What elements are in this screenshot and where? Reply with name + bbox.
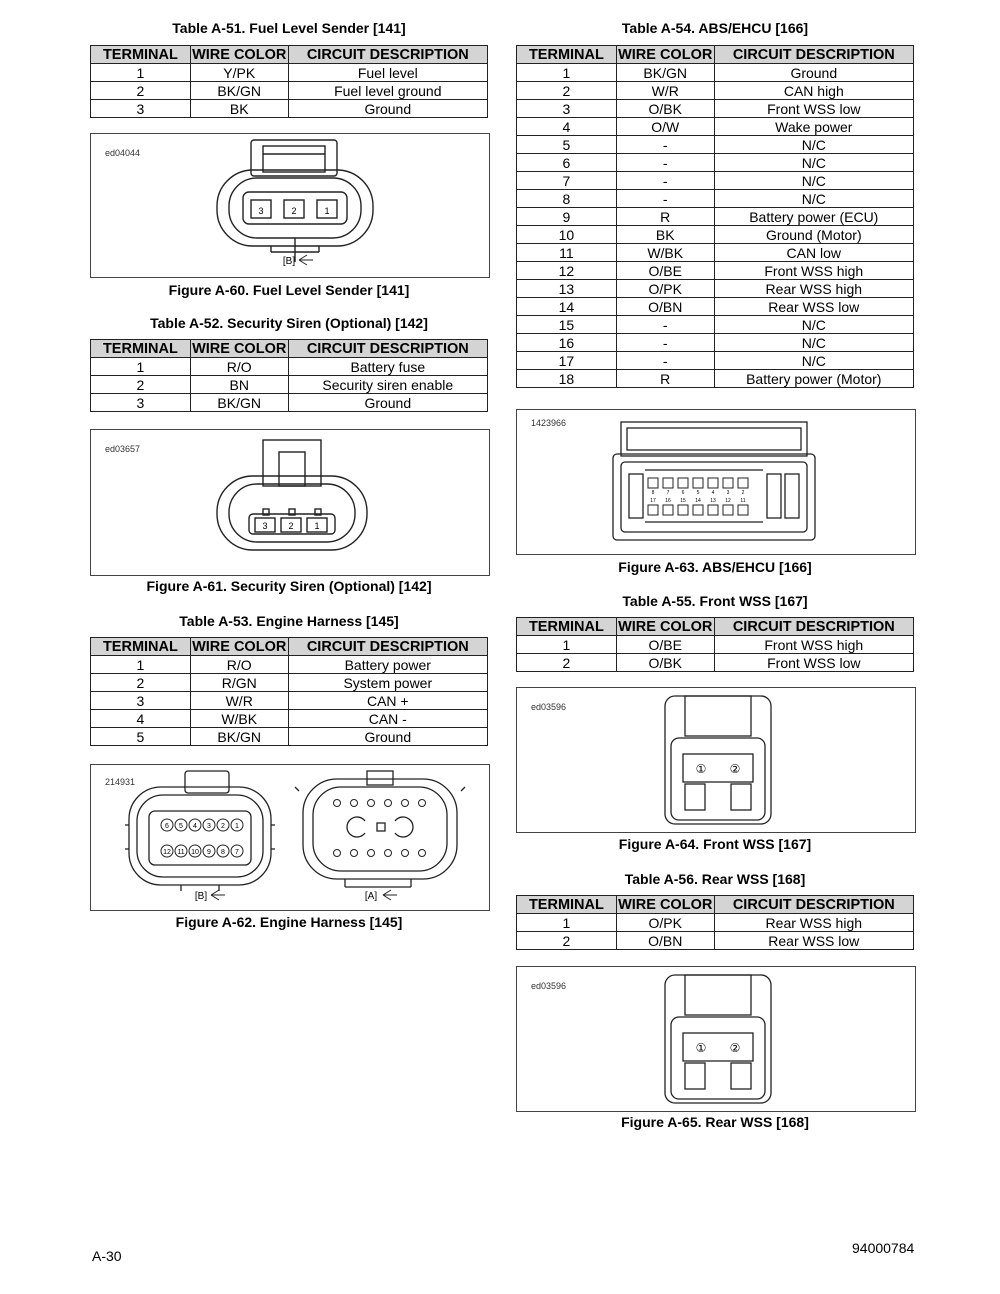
wire-color-cell: O/PK [616,280,714,298]
column-header: CIRCUIT DESCRIPTION [714,618,913,636]
table-row [517,64,914,82]
wire-color-cell: W/BK [190,710,288,728]
table-row [91,358,488,376]
pin-number-label: 4 [711,490,715,496]
circuit-description-cell: Battery power (Motor) [714,370,913,388]
table-row [91,692,488,710]
pin-number-label: 15 [680,498,686,504]
wire-color-cell: BK [616,226,714,244]
terminal-cell: 13 [517,280,617,298]
circuit-description-cell: CAN high [714,82,913,100]
pin-number-label: 3 [726,490,730,496]
column-header: TERMINAL [517,896,617,914]
figure-a63-id: 1423966 [531,418,567,428]
terminal-cell: 3 [517,100,617,118]
circuit-description-cell: CAN low [714,244,913,262]
pin-socket [368,850,375,857]
wire-color-cell: O/W [616,118,714,136]
wire-color-cell: BN [190,376,288,394]
table-row [91,674,488,692]
wire-color-cell: R/O [190,656,288,674]
figure-a61-id: ed03657 [105,444,141,454]
column-header: CIRCUIT DESCRIPTION [288,638,487,656]
table-row [91,64,488,82]
wire-color-cell: BK/GN [190,82,288,100]
table-a55 [516,617,914,672]
table-row [517,154,914,172]
terminal-cell: 14 [517,298,617,316]
terminal-cell: 6 [517,154,617,172]
table-row [91,394,488,412]
table-row [517,82,914,100]
wire-color-cell: O/BK [616,654,714,672]
abs-ehcu-connector-drawing [517,410,915,554]
wire-color-cell: R/GN [190,674,288,692]
terminal-cell: 3 [91,692,191,710]
circuit-description-cell: CAN + [288,692,487,710]
column-header: TERMINAL [91,340,191,358]
circuit-description-cell: N/C [714,136,913,154]
pin-socket [334,850,341,857]
circuit-description-cell: Ground [288,100,487,118]
table-a52-caption: Table A-52. Security Siren (Optional) [142] [150,315,428,331]
column-header: WIRE COLOR [192,46,287,63]
table-row [517,118,914,136]
terminal-cell: 9 [517,208,617,226]
pin-socket [368,800,375,807]
wire-color-cell: BK/GN [190,728,288,746]
circuit-description-cell: Rear WSS high [714,280,913,298]
circuit-description-cell: System power [288,674,487,692]
wire-color-cell: R/O [190,358,288,376]
circuit-description-cell: N/C [714,172,913,190]
table-header-row [91,638,488,656]
figure-a64-pin-1: ① [695,762,707,776]
pin-number-label: 5 [179,823,183,830]
pin-number-label: 4 [193,823,197,830]
wire-color-cell: W/R [616,82,714,100]
circuit-description-cell: Battery power [288,656,487,674]
circuit-description-cell: Security siren enable [288,376,487,394]
pin-number-label: 11 [177,849,185,856]
table-row [517,136,914,154]
terminal-cell: 3 [91,100,191,118]
figure-a63-caption: Figure A-63. ABS/EHCU [166] [618,559,812,575]
pin-cavity [723,505,733,515]
pin-cavity [738,478,748,488]
pin-socket [351,800,358,807]
table-row [517,100,914,118]
pin-cavity [738,505,748,515]
figure-a65-id: ed03596 [531,981,567,991]
terminal-cell: 2 [91,674,191,692]
fuel-level-sender-connector-drawing [91,134,489,277]
column-header: WIRE COLOR [618,618,713,635]
circuit-description-cell: Rear WSS low [714,298,913,316]
table-a54 [516,45,914,388]
figure-a63-box [516,409,916,555]
pin-number-label: 16 [665,498,671,504]
terminal-cell: 2 [517,932,617,950]
pin-cavity [663,505,673,515]
table-row [517,316,914,334]
pin-number-label: 1 [235,823,239,830]
figure-a64-caption: Figure A-64. Front WSS [167] [618,836,812,852]
pin-socket [334,800,341,807]
terminal-cell: 11 [517,244,617,262]
pin-number-label: 6 [165,823,169,830]
circuit-description-cell: Fuel level [288,64,487,82]
wire-color-cell: - [616,316,714,334]
pin-number-label: 12 [163,849,171,856]
pin-cavity [708,505,718,515]
figure-a60-callout: [B] [282,256,296,267]
figure-a64-id: ed03596 [531,702,567,712]
wire-color-cell: O/BN [616,298,714,316]
figure-a65-box [516,966,916,1112]
column-header: CIRCUIT DESCRIPTION [288,46,487,64]
table-row [517,244,914,262]
table-row [517,298,914,316]
figure-a60-id: ed04044 [105,148,141,158]
circuit-description-cell: Ground [288,728,487,746]
callout-arrow-icon [299,255,313,265]
pin-cavity [678,505,688,515]
terminal-cell: 2 [91,376,191,394]
circuit-description-cell: Rear WSS high [714,914,913,932]
table-a54-caption: Table A-54. ABS/EHCU [166] [621,20,809,36]
figure-a61-box [90,429,490,576]
engine-harness-connector-drawing [91,765,489,910]
circuit-description-cell: Battery power (ECU) [714,208,913,226]
figure-a62-box [90,764,490,911]
rear-wss-connector-drawing [517,967,915,1111]
circuit-description-cell: N/C [714,190,913,208]
terminal-cell: 16 [517,334,617,352]
figure-a60-caption: Figure A-60. Fuel Level Sender [141] [168,282,410,298]
circuit-description-cell: Rear WSS low [714,932,913,950]
circuit-description-cell: CAN - [288,710,487,728]
circuit-description-cell: Ground [288,394,487,412]
pin-number-label: 3 [207,823,211,830]
figure-a62-caption: Figure A-62. Engine Harness [145] [175,914,403,930]
table-row [517,172,914,190]
pin-number-label: 12 [725,498,731,504]
pin-number-label: 5 [696,490,700,496]
table-a53 [90,637,488,746]
wire-color-cell: O/BE [616,636,714,654]
column-header: CIRCUIT DESCRIPTION [288,340,487,358]
pin-socket [385,850,392,857]
figure-a62-id: 214931 [105,777,136,787]
table-row [517,262,914,280]
table-row [91,82,488,100]
terminal-cell: 2 [517,82,617,100]
wire-color-cell: O/PK [616,914,714,932]
column-header: CIRCUIT DESCRIPTION [714,46,913,64]
circuit-description-cell: Front WSS high [714,262,913,280]
table-row [517,190,914,208]
circuit-description-cell: Fuel level ground [288,82,487,100]
terminal-cell: 15 [517,316,617,334]
table-row [517,370,914,388]
column-header: WIRE COLOR [192,340,287,357]
circuit-description-cell: Ground (Motor) [714,226,913,244]
figure-a61-caption: Figure A-61. Security Siren (Optional) [142] [146,578,432,594]
table-row [517,352,914,370]
figure-a60-pin-1: 1 [324,206,330,216]
figure-a64-box [516,687,916,833]
pin-number-label: 11 [740,498,746,504]
circuit-description-cell: N/C [714,352,913,370]
terminal-cell: 2 [91,82,191,100]
engine-harness-b-pins [161,819,243,857]
circuit-description-cell: Wake power [714,118,913,136]
pin-number-label: 13 [710,498,716,504]
pin-cavity [648,505,658,515]
table-a52 [90,339,488,412]
wire-color-cell: - [616,190,714,208]
pin-number-label: 10 [191,849,199,856]
wire-color-cell: - [616,352,714,370]
wire-color-cell: - [616,154,714,172]
pin-cavity [693,505,703,515]
table-row [517,334,914,352]
table-row [517,226,914,244]
table-a55-caption: Table A-55. Front WSS [167] [622,593,808,609]
terminal-cell: 12 [517,262,617,280]
terminal-cell: 4 [91,710,191,728]
wire-color-cell: BK/GN [616,64,714,82]
pin-number-label: 8 [651,490,655,496]
terminal-cell: 17 [517,352,617,370]
wire-color-cell: Y/PK [190,64,288,82]
wire-color-cell: BK/GN [190,394,288,412]
table-row [91,376,488,394]
pin-number-label: 2 [741,490,745,496]
wire-color-cell: - [616,172,714,190]
figure-a64-pin-2: ② [729,762,741,776]
wire-color-cell: O/BK [616,100,714,118]
wire-color-cell: - [616,136,714,154]
pin-socket [402,850,409,857]
figure-a60-box [90,133,490,278]
wire-color-cell: R [616,208,714,226]
terminal-cell: 1 [91,64,191,82]
table-a51-caption: Table A-51. Fuel Level Sender [141] [172,20,406,36]
terminal-cell: 3 [91,394,191,412]
pin-cavity [723,478,733,488]
terminal-cell: 10 [517,226,617,244]
wire-color-cell: R [616,370,714,388]
pin-number-label: 17 [650,498,656,504]
terminal-cell: 5 [517,136,617,154]
figure-a65-pin-2: ② [729,1041,741,1055]
circuit-description-cell: Front WSS low [714,100,913,118]
callout-b-arrow-icon [211,890,225,900]
column-header: TERMINAL [517,46,617,64]
column-header: WIRE COLOR [192,638,287,655]
wire-color-cell: - [616,334,714,352]
table-a51 [90,45,488,118]
circuit-description-cell: Front WSS low [714,654,913,672]
circuit-description-cell: N/C [714,316,913,334]
circuit-description-cell: Ground [714,64,913,82]
terminal-cell: 1 [91,358,191,376]
terminal-cell: 1 [517,636,617,654]
circuit-description-cell: Battery fuse [288,358,487,376]
table-row [91,710,488,728]
terminal-cell: 7 [517,172,617,190]
front-wss-connector-drawing [517,688,915,832]
pin-cavity [708,478,718,488]
table-row [91,728,488,746]
figure-a61-pin-1: 1 [314,521,320,531]
column-header: TERMINAL [91,638,191,656]
wire-color-cell: O/BE [616,262,714,280]
callout-a-arrow-icon [383,890,397,900]
pin-number-label: 7 [666,490,670,496]
wire-color-cell: W/BK [616,244,714,262]
column-header: TERMINAL [517,618,617,636]
figure-a61-pin-3: 3 [262,521,268,531]
terminal-cell: 4 [517,118,617,136]
table-row [91,656,488,674]
table-header-row [91,46,488,64]
circuit-description-cell: N/C [714,334,913,352]
security-siren-connector-drawing [91,430,489,575]
pin-cavity [678,478,688,488]
column-header: CIRCUIT DESCRIPTION [714,896,913,914]
table-row [517,208,914,226]
table-header-row [517,46,914,64]
figure-a65-caption: Figure A-65. Rear WSS [168] [621,1114,809,1130]
pin-number-label: 6 [681,490,685,496]
terminal-cell: 8 [517,190,617,208]
pin-number-label: 14 [695,498,701,504]
table-row [517,932,914,950]
figure-a65-pin-1: ① [695,1041,707,1055]
table-row [91,100,488,118]
table-header-row [517,618,914,636]
terminal-cell: 5 [91,728,191,746]
column-header: TERMINAL [91,46,191,64]
pin-cavity [693,478,703,488]
table-row [517,636,914,654]
page-number: A-30 [92,1248,122,1264]
pin-number-label: 2 [221,823,225,830]
pin-socket [351,850,358,857]
wire-color-cell: BK [190,100,288,118]
pin-socket [402,800,409,807]
pin-socket [419,850,426,857]
abs-ehcu-pins [648,478,748,515]
figure-a60-pin-3: 3 [258,206,264,216]
circuit-description-cell: N/C [714,154,913,172]
figure-a61-pin-2: 2 [288,521,294,531]
terminal-cell: 1 [517,914,617,932]
figure-a60-pin-2: 2 [291,206,297,216]
document-number: 94000784 [852,1240,915,1256]
circuit-description-cell: Front WSS high [714,636,913,654]
terminal-cell: 1 [517,64,617,82]
table-header-row [91,340,488,358]
column-header: WIRE COLOR [618,896,713,913]
pin-cavity [663,478,673,488]
terminal-cell: 18 [517,370,617,388]
figure-a62-callout-b: [B] [194,891,208,902]
wire-color-cell: W/R [190,692,288,710]
pin-number-label: 8 [221,849,225,856]
column-header: WIRE COLOR [618,46,713,63]
pin-number-label: 7 [235,849,239,856]
table-row [517,280,914,298]
table-row [517,914,914,932]
wire-color-cell: O/BN [616,932,714,950]
table-a56 [516,895,914,950]
terminal-cell: 1 [91,656,191,674]
table-a53-caption: Table A-53. Engine Harness [145] [179,613,399,629]
pin-socket [419,800,426,807]
pin-cavity [648,478,658,488]
pin-socket [385,800,392,807]
table-row [517,654,914,672]
figure-a62-callout-a: [A] [364,891,378,902]
pin-number-label: 9 [207,849,211,856]
terminal-cell: 2 [517,654,617,672]
table-a56-caption: Table A-56. Rear WSS [168] [624,871,806,887]
table-header-row [517,896,914,914]
